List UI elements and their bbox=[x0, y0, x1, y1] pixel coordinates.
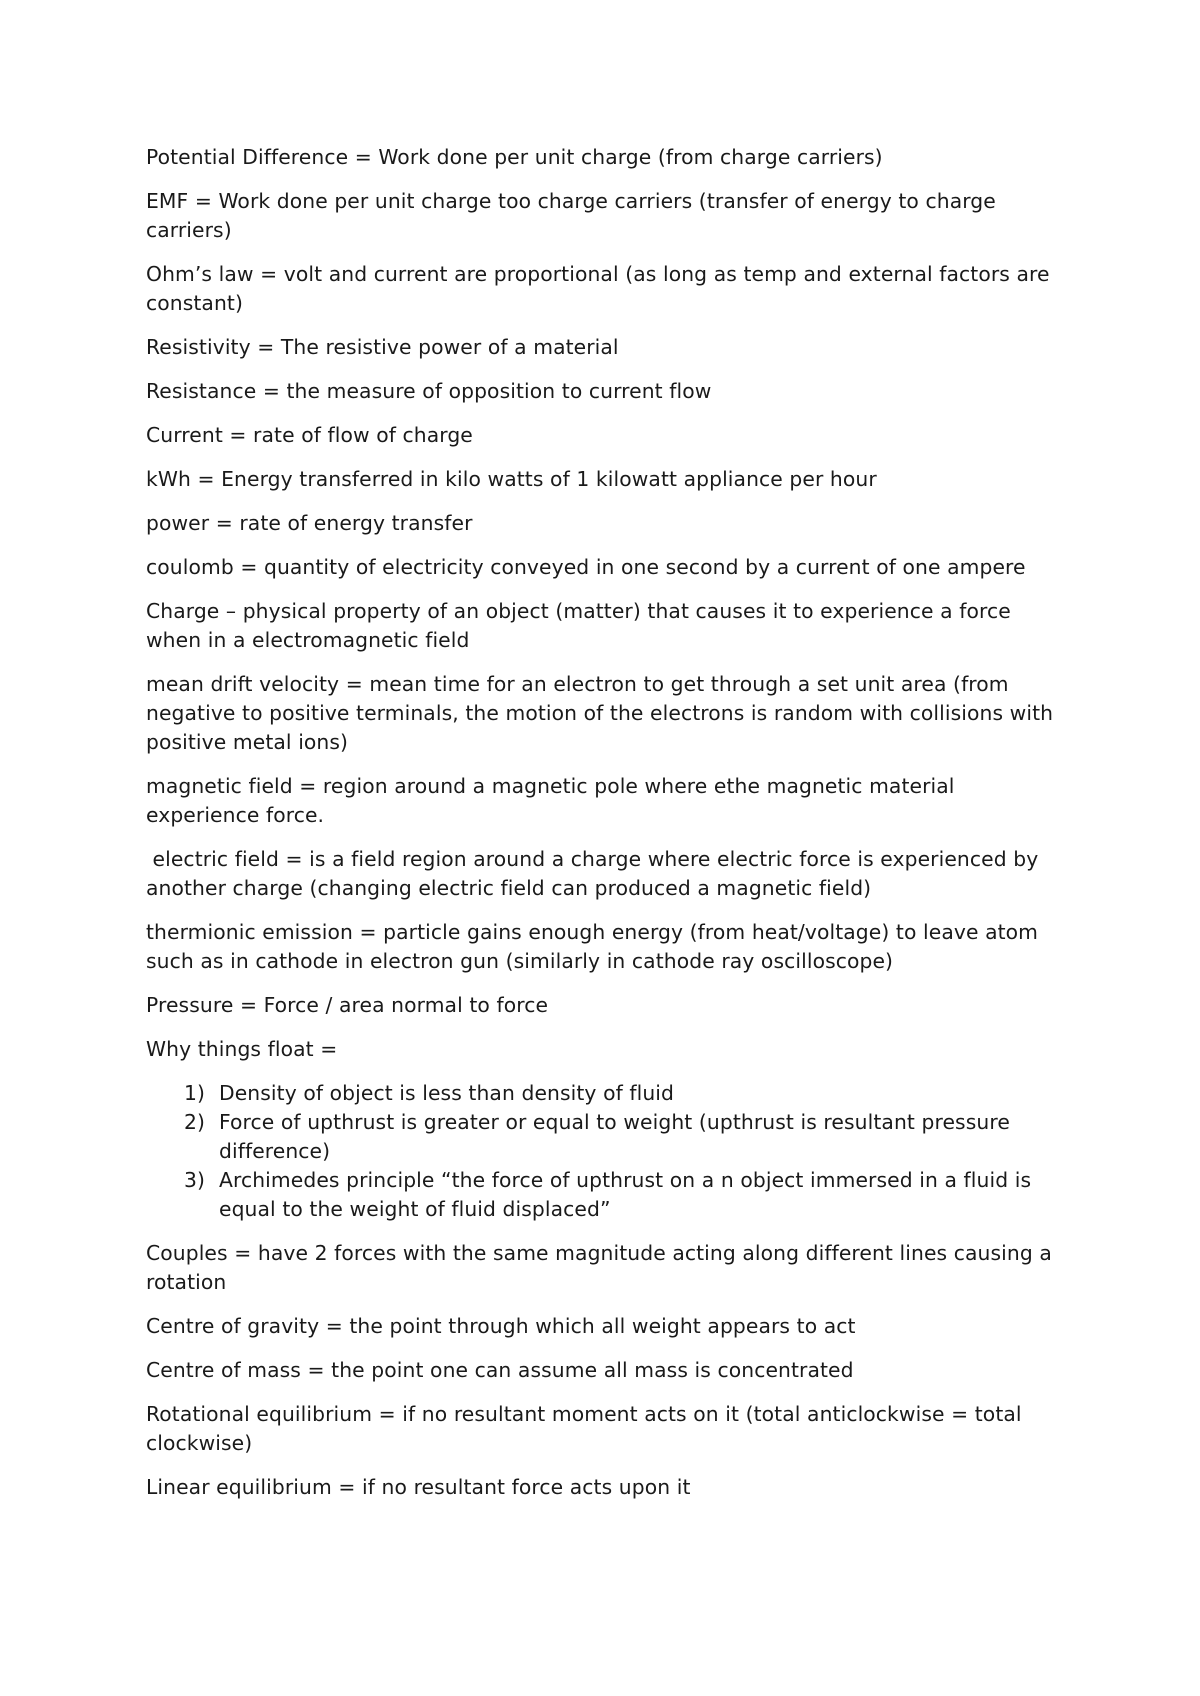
definition-mean-drift-velocity: mean drift velocity = mean time for an electron to get through a set unit area (from negative to positive terminals, the motion of the electrons is random with collisions with positive metal ions) bbox=[146, 672, 1054, 754]
definition-coulomb: coulomb = quantity of electricity conveyed in one second by a current of one ampere bbox=[146, 555, 1026, 579]
list-item-text: Density of object is less than density of fluid bbox=[219, 1081, 675, 1105]
list-item bbox=[146, 1079, 1066, 1108]
float-reasons-list bbox=[146, 1079, 1066, 1224]
definition-resistivity: Resistivity = The resistive power of a material bbox=[146, 335, 619, 359]
list-item-number: 1) bbox=[184, 1081, 206, 1105]
list-item-text: Force of upthrust is greater or equal to weight (upthrust is resultant pressure difference) bbox=[219, 1110, 1010, 1163]
definition-charge: Charge – physical property of an object (matter) that causes it to experience a force when in a electromagnetic field bbox=[146, 599, 1011, 652]
definition-pressure: Pressure = Force / area normal to force bbox=[146, 993, 549, 1017]
list-item-number: 2) bbox=[184, 1110, 206, 1134]
list-item bbox=[146, 1166, 1066, 1224]
definition-thermionic-emission: thermionic emission = particle gains enough energy (from heat/voltage) to leave atom such as in cathode in electron gun (similarly in cathode ray oscilloscope) bbox=[146, 920, 1039, 973]
definition-current: Current = rate of flow of charge bbox=[146, 423, 473, 447]
definition-power: power = rate of energy transfer bbox=[146, 511, 473, 535]
definition-centre-of-mass: Centre of mass = the point one can assume all mass is concentrated bbox=[146, 1358, 854, 1382]
document-body bbox=[146, 143, 1066, 1517]
definition-potential-difference: Potential Difference = Work done per unit charge (from charge carriers) bbox=[146, 145, 883, 169]
list-item bbox=[146, 1108, 1066, 1166]
definition-rotational-equilibrium: Rotational equilibrium = if no resultant moment acts on it (total anticlockwise = total clockwise) bbox=[146, 1402, 1022, 1455]
list-item-text: Archimedes principle “the force of upthrust on a n object immersed in a fluid is equal to the weight of fluid displaced” bbox=[219, 1168, 1032, 1221]
definition-electric-field: electric field = is a field region around a charge where electric force is experienced by another charge (changing electric field can produced a magnetic field) bbox=[146, 847, 1045, 900]
definition-centre-of-gravity: Centre of gravity = the point through which all weight appears to act bbox=[146, 1314, 856, 1338]
definition-linear-equilibrium: Linear equilibrium = if no resultant force acts upon it bbox=[146, 1475, 691, 1499]
definition-ohms-law: Ohm’s law = volt and current are proportional (as long as temp and external factors are constant) bbox=[146, 262, 1050, 315]
definition-resistance: Resistance = the measure of opposition to current flow bbox=[146, 379, 712, 403]
definition-emf: EMF = Work done per unit charge too charge carriers (transfer of energy to charge carriers) bbox=[146, 189, 996, 242]
float-heading: Why things float = bbox=[146, 1037, 338, 1061]
list-item-number: 3) bbox=[184, 1168, 206, 1192]
definition-couples: Couples = have 2 forces with the same magnitude acting along different lines causing a rotation bbox=[146, 1241, 1052, 1294]
definition-magnetic-field: magnetic field = region around a magnetic pole where ethe magnetic material experience force. bbox=[146, 774, 955, 827]
definition-kwh: kWh = Energy transferred in kilo watts of 1 kilowatt appliance per hour bbox=[146, 467, 877, 491]
